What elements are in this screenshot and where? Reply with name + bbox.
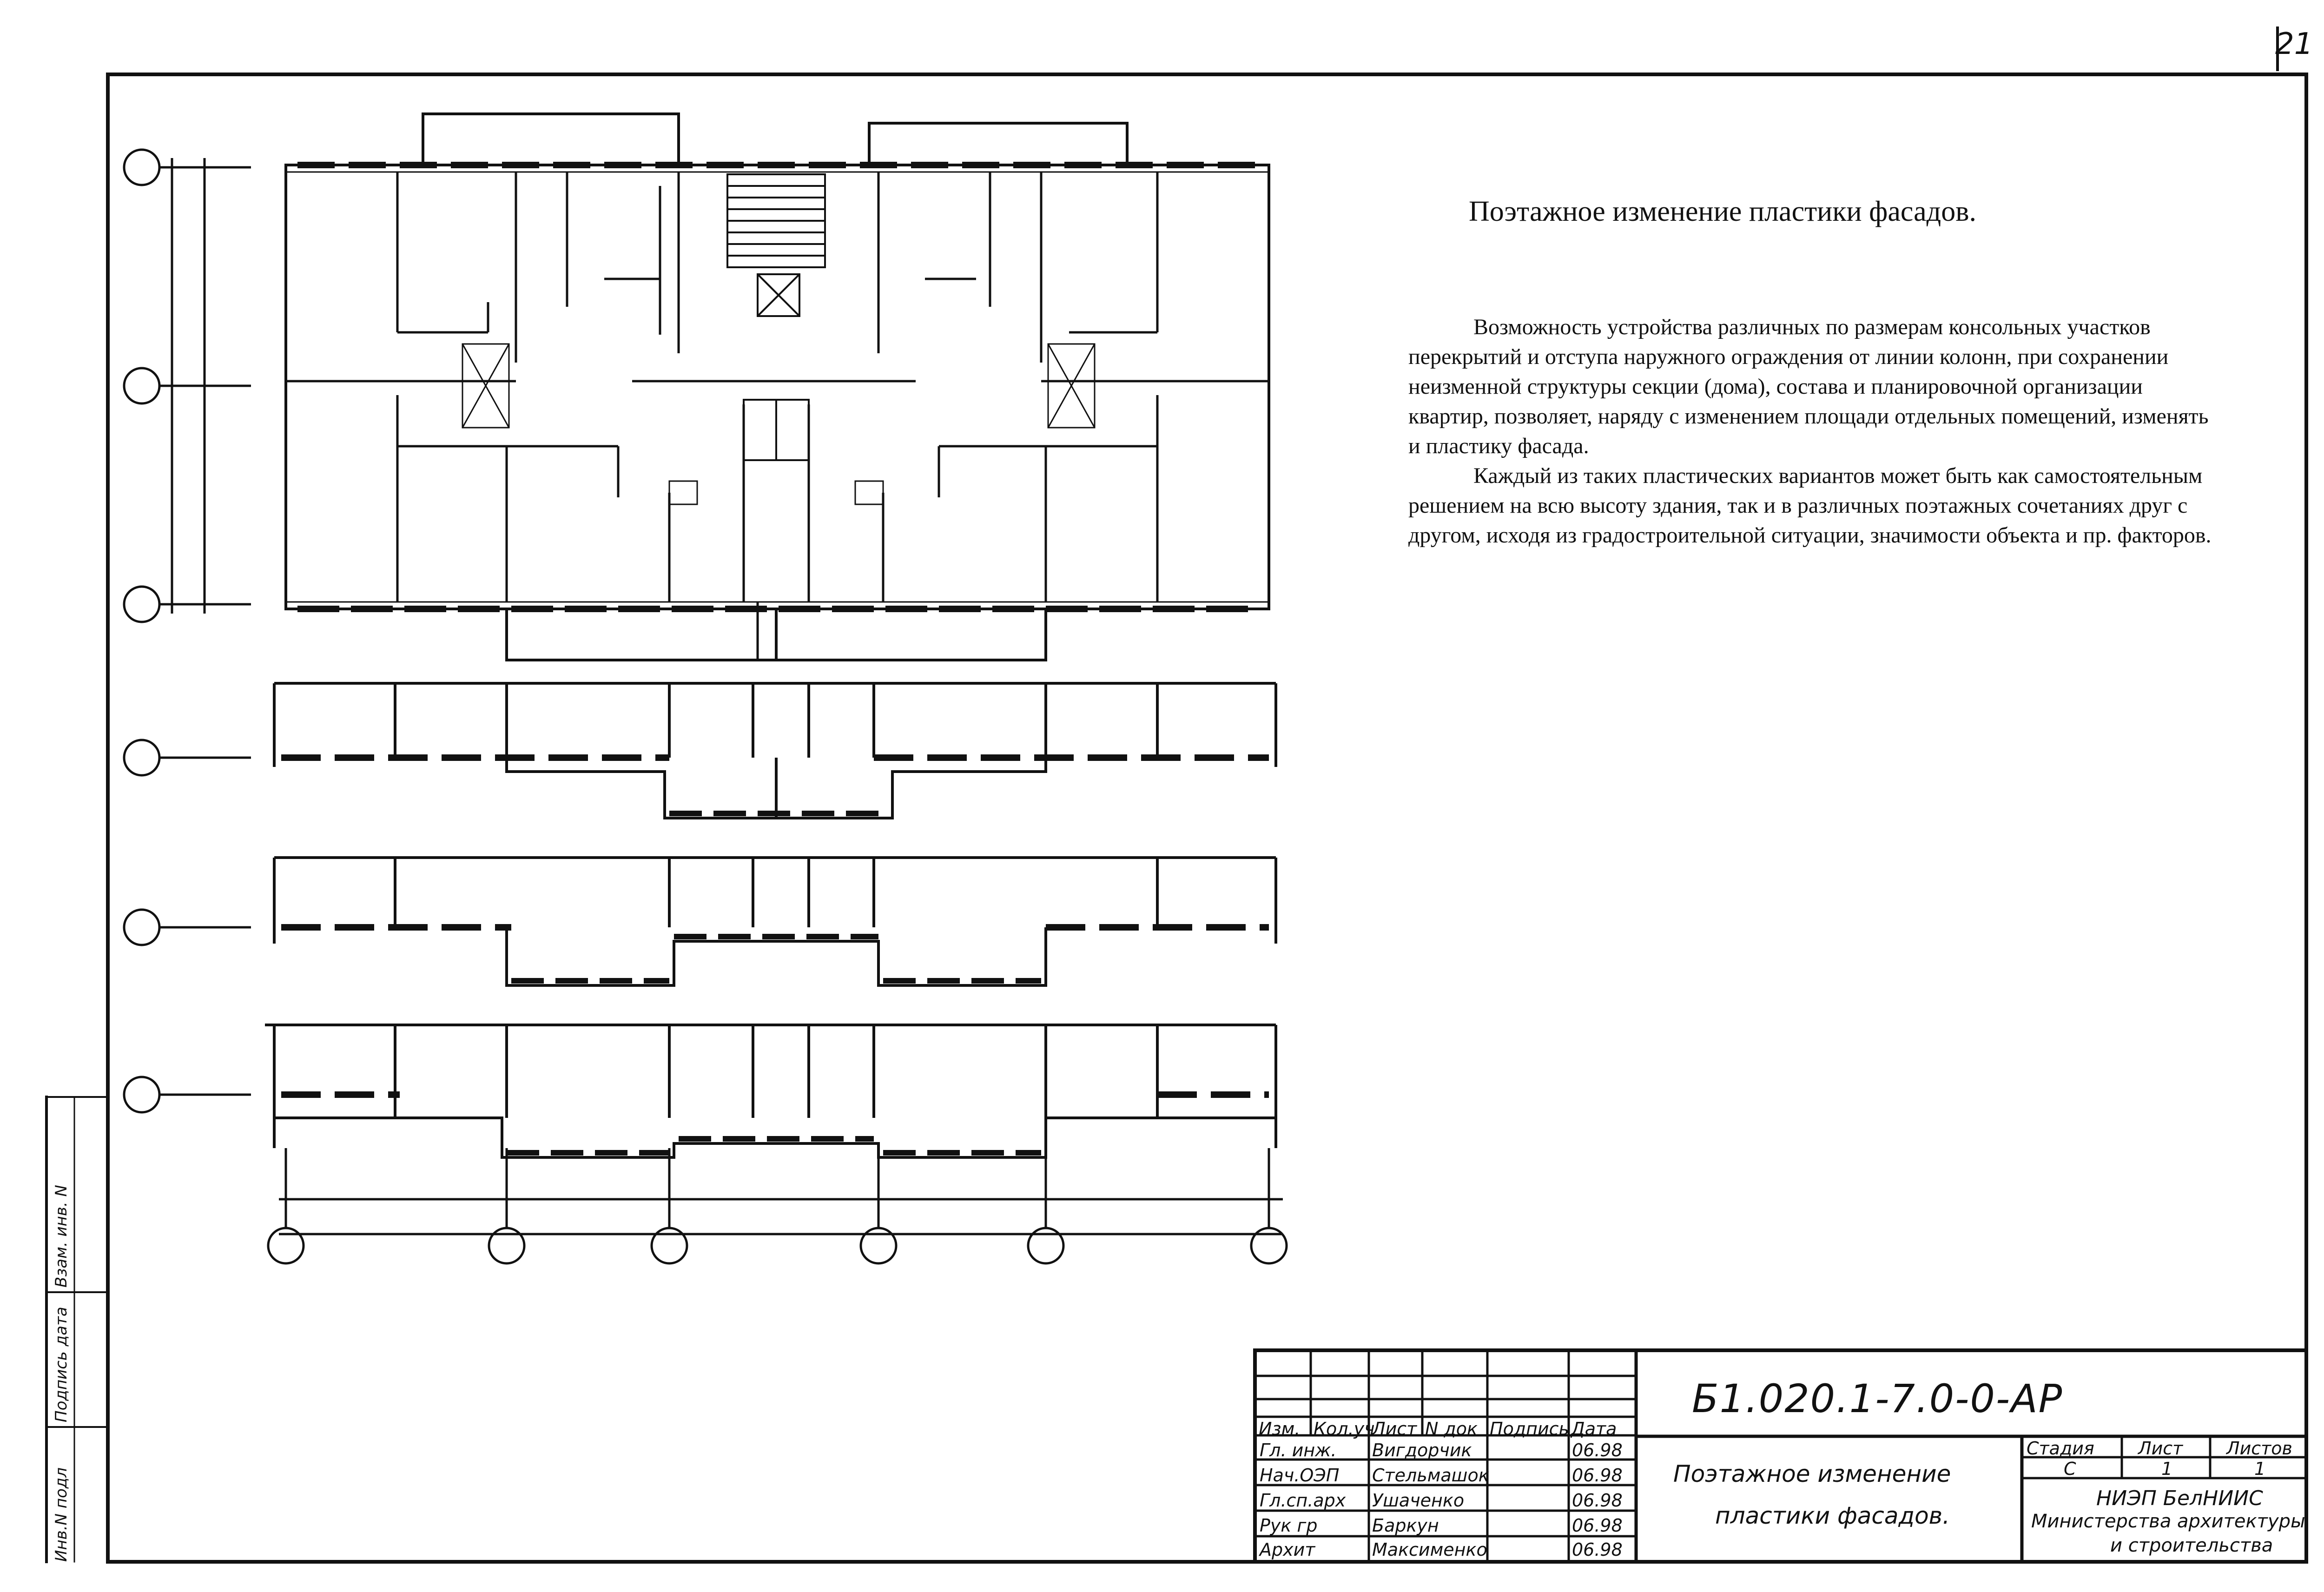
staff-role: Рук гр <box>1260 1515 1318 1536</box>
header-ndoc: N док <box>1425 1419 1478 1439</box>
staff-date: 06.98 <box>1572 1490 1623 1511</box>
staff-name: Стельмашок <box>1372 1465 1489 1486</box>
header-list: Лист <box>1372 1419 1417 1439</box>
staff-role: Архит <box>1260 1539 1315 1560</box>
drawing-title-line-1: Поэтажное изменение <box>1673 1460 1951 1487</box>
header-sign: Подпись <box>1490 1419 1569 1439</box>
header-izm: Изм. <box>1259 1419 1301 1439</box>
drawing-heading: Поэтажное изменение пластики фасадов. <box>1469 196 1976 227</box>
sheet-value: 1 <box>2161 1459 2173 1479</box>
header-kol: Кол.уч <box>1314 1419 1375 1439</box>
floor-plan-drawing <box>124 114 1287 1263</box>
org-line-3: и строительства <box>2110 1535 2273 1556</box>
org-line-2: Министерства архитектуры <box>2031 1511 2305 1532</box>
staff-name: Баркун <box>1372 1515 1439 1536</box>
description-paragraph-2: Каждый из таких пластических вариантов может быть как самостоятельным решением на всю высоту здания, так и в различных поэтажных сочетаниях друг с другом, исходя из градостроительной ситуации, значимости объекта и пр. факторов. <box>1408 463 2212 548</box>
staff-date: 06.98 <box>1572 1465 1623 1486</box>
stamp-replace-label: Взам. инв. N <box>52 1185 71 1288</box>
staff-role: Нач.ОЭП <box>1260 1465 1340 1486</box>
staff-name: Ушаченко <box>1372 1490 1465 1511</box>
staff-role: Гл.сп.арх <box>1260 1490 1346 1511</box>
sheet-label: Лист <box>2138 1438 2183 1459</box>
header-date: Дата <box>1571 1419 1617 1439</box>
staff-date: 06.98 <box>1572 1539 1623 1560</box>
drawing-title-line-2: пластики фасадов. <box>1715 1502 1950 1529</box>
staff-date: 06.98 <box>1572 1440 1623 1460</box>
staff-date: 06.98 <box>1572 1515 1623 1536</box>
stamp-inv-label: Инв.N подл <box>52 1467 71 1562</box>
sheets-value: 1 <box>2254 1459 2266 1479</box>
description-text <box>1408 312 2217 550</box>
org-line-1: НИЭП БелНИИС <box>2096 1486 2263 1510</box>
stamp-sign-label: Подпись дата <box>52 1307 71 1422</box>
sheet-frame <box>108 74 2306 1562</box>
stage-label: Стадия <box>2027 1438 2094 1459</box>
sheets-label: Листов <box>2226 1438 2292 1459</box>
staff-name: Вигдорчик <box>1372 1440 1472 1460</box>
staff-role: Гл. инж. <box>1260 1440 1337 1460</box>
description-paragraph-1: Возможность устройства различных по размерам консольных участков перекрытий и отступа наружного ограждения от линии колонн, при сохранении неизменной структуры секции (дома), состава и планировочной организации квартир, позволяет, наряду с изменением площади отдельных помещений, изменять и пластику фасада. <box>1408 315 2209 458</box>
sheet-number: 21 <box>2275 27 2313 61</box>
staff-name: Максименко <box>1372 1539 1487 1560</box>
stage-value: С <box>2064 1459 2076 1479</box>
document-code: Б1.020.1-7.0-0-АР <box>1692 1376 2063 1421</box>
